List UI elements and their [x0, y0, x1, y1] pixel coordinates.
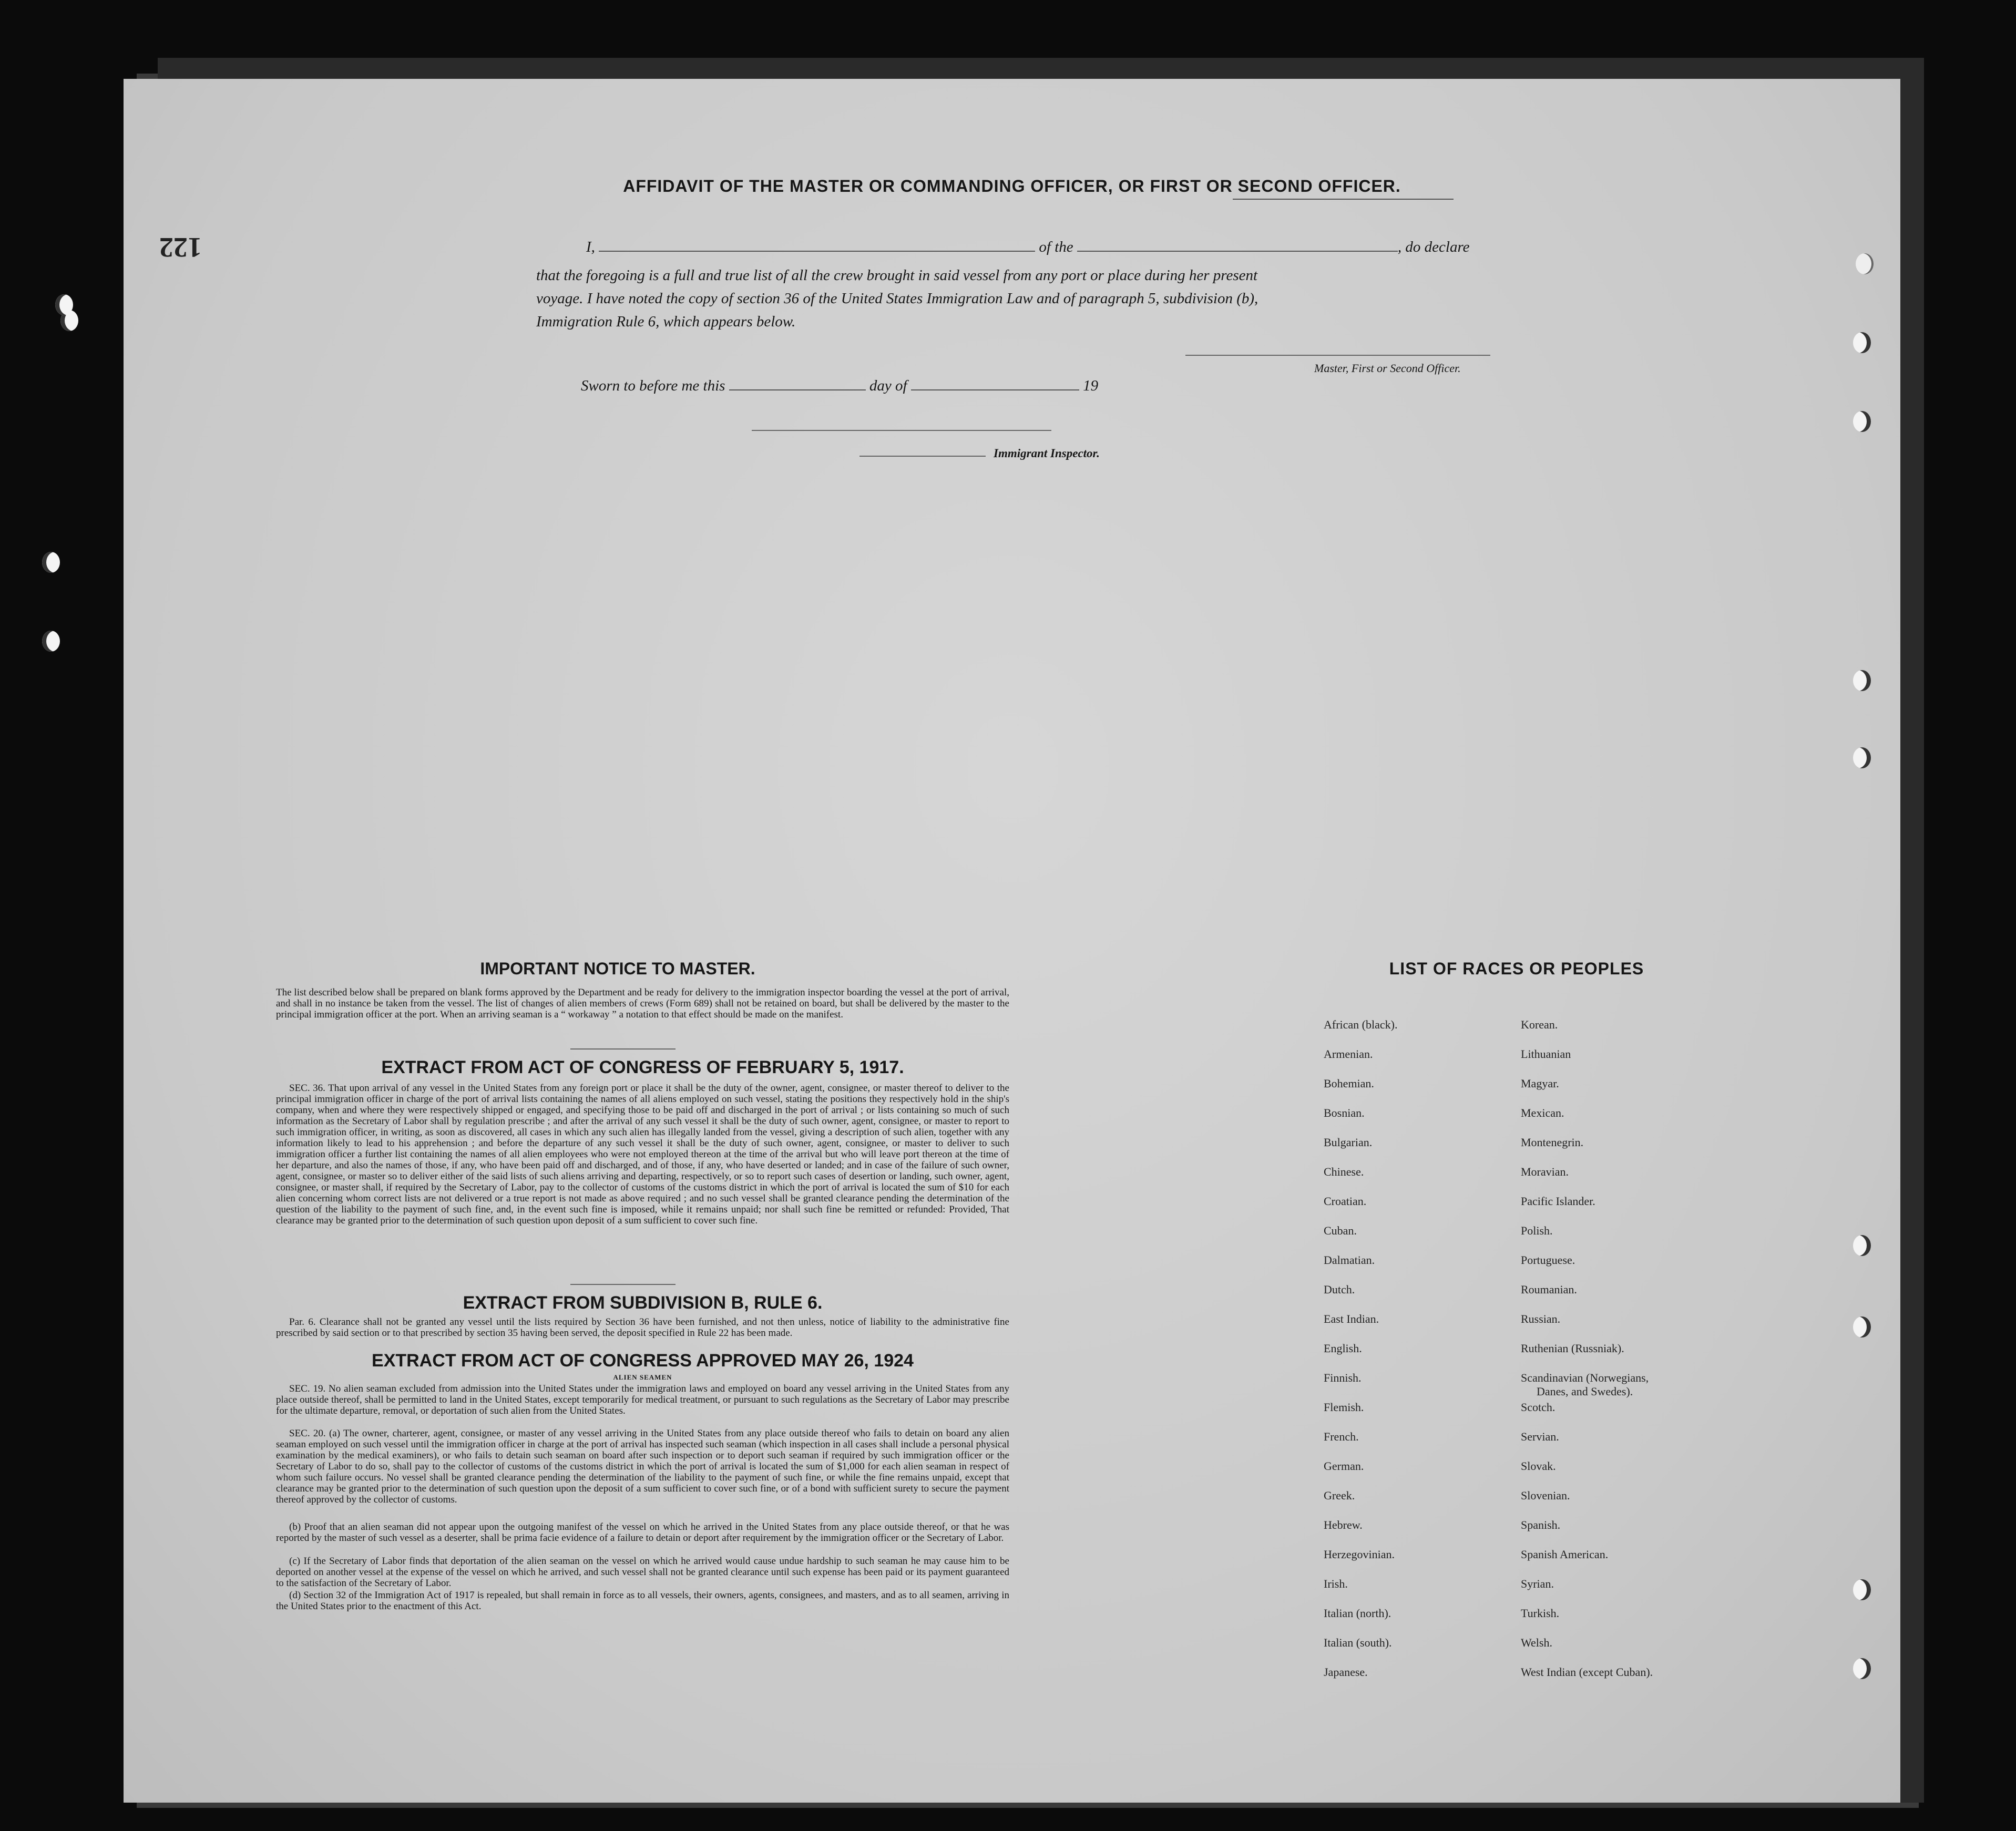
binder-hole-icon [1853, 332, 1871, 353]
inspector-caption: Immigrant Inspector. [994, 447, 1100, 460]
extract-1917-title: EXTRACT FROM ACT OF CONGRESS OF FEBRUARY 5, 1917. [381, 1057, 904, 1077]
binder-hole-icon [1853, 411, 1871, 432]
binder-hole-icon [1853, 670, 1871, 691]
title-underline [1233, 199, 1454, 200]
sworn-line [581, 374, 1317, 397]
race-item: Herzegovinian. [1324, 1548, 1395, 1561]
race-item: English. [1324, 1342, 1362, 1355]
race-item: French. [1324, 1430, 1359, 1443]
extract-1924-title: EXTRACT FROM ACT OF CONGRESS APPROVED MAY 26, 1924 [372, 1351, 914, 1371]
binder-hole-icon [42, 552, 60, 573]
race-item: Dutch. [1324, 1283, 1355, 1296]
divider [570, 1048, 676, 1050]
declaration-i: I, [586, 239, 595, 255]
binder-hole-icon [1853, 1316, 1871, 1338]
signature-caption: Master, First or Second Officer. [1314, 362, 1461, 375]
race-item: German. [1324, 1459, 1364, 1473]
race-item: Slovenian. [1521, 1489, 1570, 1502]
race-item: East Indian. [1324, 1312, 1379, 1325]
declaration-do-declare: , do declare [1397, 239, 1470, 255]
declaration-line-1 [586, 235, 1685, 259]
race-item: Russian. [1521, 1312, 1561, 1325]
race-item: Greek. [1324, 1489, 1355, 1502]
vessel-blank[interactable] [1077, 251, 1398, 252]
notice-body: The list described below shall be prepared on blank forms approved by the Department and be ready for delivery to the immigration inspector boarding the vessel at the port of arrival, and shall in no instance be taken from the vessel. The list of changes of alien members of crews (Form 689) shall not be retained on board, but shall be delivered by the master to the principal immigration officer at the port. When an arriving seaman is a “ workaway ” a notation to that effect should be made on the manifest. [276, 987, 1009, 1020]
race-item: Turkish. [1521, 1607, 1560, 1620]
race-item: Roumanian. [1521, 1283, 1577, 1296]
race-item: Korean. [1521, 1018, 1558, 1031]
race-item: African (black). [1324, 1018, 1398, 1031]
extract-rule6-body: Par. 6. Clearance shall not be granted any vessel until the lists required by Section 36 have been furnished, and not then unless, notice of liability to the administrative fine prescribed by said section or to that prescribed by section 35 having been served, the deposit specified in Rule 22 has been made. [276, 1316, 1009, 1339]
divider [570, 1284, 676, 1285]
race-item: West Indian (except Cuban). [1521, 1665, 1653, 1679]
race-item: Italian (north). [1324, 1607, 1391, 1620]
extract-1924-subtitle: ALIEN SEAMEN [613, 1373, 672, 1381]
race-item: Magyar. [1521, 1077, 1559, 1090]
race-item: Scotch. [1521, 1401, 1556, 1414]
race-item: Welsh. [1521, 1636, 1552, 1649]
extract-rule6-title: EXTRACT FROM SUBDIVISION B, RULE 6. [463, 1293, 823, 1313]
race-item: Italian (south). [1324, 1636, 1392, 1649]
binder-hole-icon [1853, 1658, 1871, 1679]
race-item: Bosnian. [1324, 1106, 1365, 1119]
race-item-continuation: Danes, and Swedes). [1537, 1385, 1633, 1398]
binder-hole-icon [1853, 1579, 1871, 1600]
race-item: Scandinavian (Norwegians, [1521, 1371, 1649, 1384]
declaration-line-4: Immigration Rule 6, which appears below. [536, 313, 796, 330]
extract-1924-sec20a: SEC. 20. (a) The owner, charterer, agent, consignee, or master of any vessel arriving in the United States from any place outside thereof who fails to detain on board any alien seaman employed on such vessel until the immigration officer in charge at the port of arrival has inspected such seaman (which inspection in all cases shall include a personal physical examination by the medical examiners), or who fails to detain such seaman on board after such inspection or to deport such seaman if required by such immigration officer or the Secretary of Labor to do so, shall pay to the collector of customs of the customs district in which the port of arrival is located the sum of $1,000 for each alien seaman in respect of whom such failure occurs. No vessel shall be granted clearance pending the determination of the liability to the payment of such fine, or while the fine remains unpaid, except that clearance may be granted prior to the determination of such question upon the deposit of a sum sufficient to cover such fine, or of a bond with sufficient surety to secure the payment thereof approved by the collector of customs. [276, 1428, 1009, 1505]
sworn-year: 19 [1083, 377, 1099, 394]
races-title: LIST OF RACES OR PEOPLES [1389, 959, 1644, 978]
extract-1924-sec20c: (c) If the Secretary of Labor finds that deportation of the alien seaman on the vessel on which he arrived would cause undue hardship to such seaman he may cause him to be deported on another vessel at the expense of the vessel on which he arrived, and such vessel shall not be granted clearance until such expense has been paid or its payment guaranteed to the satisfaction of the Secretary of Labor. [276, 1556, 1009, 1589]
declaration-of-the: of the [1039, 239, 1073, 255]
race-item: Portuguese. [1521, 1253, 1575, 1267]
race-item: Bohemian. [1324, 1077, 1374, 1090]
race-item: Montenegrin. [1521, 1136, 1584, 1149]
inspector-signature-line[interactable] [859, 456, 986, 457]
race-item: Hebrew. [1324, 1518, 1363, 1531]
affidavit-title: AFFIDAVIT OF THE MASTER OR COMMANDING OFFICER, OR FIRST OR SECOND OFFICER. [623, 177, 1401, 196]
race-item: Finnish. [1324, 1371, 1362, 1384]
binder-hole-icon [1853, 747, 1871, 768]
extract-1924-sec20d: (d) Section 32 of the Immigration Act of 1917 is repealed, but shall remain in force as to all vessels, their owners, agents, consignees, and masters, and as to all seamen, arriving in the United States prior to the enactment of this Act. [276, 1590, 1009, 1612]
extract-1917-body: SEC. 36. That upon arrival of any vessel in the United States from any foreign port or place it shall be the duty of the owner, agent, consignee, or master thereof to deliver to the principal immigration officer in charge of the port of arrival lists containing the names of all aliens employed on such vessel, stating the positions they respectively hold in the ship's company, when and where they were respectively shipped or engaged, and specifying those to be paid off and discharged in the port of arrival ; or lists containing so much of such information as the Secretary of Labor shall by regulation prescribe ; and after the arrival of any such vessel it shall be the duty of such owner, agent, consignee, or master to report to such immigration officer, in writing, as soon as discovered, all cases in which any such alien has illegally landed from the vessel, giving a description of such alien, together with any information likely to lead to his apprehension ; and before the departure of any such vessel it shall be the duty of such owner, agent, consignee, or master to deliver to such immigration officer a further list containing the names of all alien employees who were not employed thereon at the time of the arrival but who will leave port thereon at the time of her departure, and also the names of those, if any, who have been paid off and discharged, and of those, if any, who have deserted or landed; and in case of the failure of such owner, agent, consignee, or master so to deliver either of the said lists of such aliens arriving and departing, respectively, or so to report such cases of desertion or landing, such owner, agent, consignee, or master shall, if required by the Secretary of Labor, pay to the collector of customs of the customs district in which the port of arrival is located the sum of $10 for each alien concerning whom correct lists are not delivered or a true report is not made as above required ; and no such vessel shall be granted clearance pending the determination of the question of the liability to the payment of such fine, and, in the event such fine is imposed, while it remains unpaid; nor shall such fine be remitted or refunded: Provided, That clearance may be granted prior to the determination of such question upon deposit of a sum sufficient to cover such fine. [276, 1083, 1009, 1226]
signature-line[interactable] [1185, 355, 1490, 356]
binder-hole-icon [55, 294, 73, 315]
extract-1924-sec20b: (b) Proof that an alien seaman did not appear upon the outgoing manifest of the vessel on which he arrived in the United States from any place outside thereof, or that he was reported by the master of such vessel as a deserter, shall be prima facie evidence of a failure to detain or deport after requirement by the immigration officer or the Secretary of Labor. [276, 1521, 1009, 1544]
sworn-day-of: day of [869, 377, 907, 394]
race-item: Bulgarian. [1324, 1136, 1373, 1149]
race-item: Armenian. [1324, 1047, 1373, 1061]
sworn-day-blank[interactable] [729, 389, 866, 390]
race-item: Moravian. [1521, 1165, 1569, 1178]
race-item: Dalmatian. [1324, 1253, 1375, 1267]
race-item: Mexican. [1521, 1106, 1564, 1119]
race-item: Japanese. [1324, 1665, 1368, 1679]
race-item: Slovak. [1521, 1459, 1556, 1473]
sworn-text: Sworn to before me this [581, 377, 725, 394]
binder-hole-icon [1856, 253, 1874, 274]
race-item: Servian. [1521, 1430, 1559, 1443]
document-page [124, 79, 1900, 1803]
extract-1924-sec19: SEC. 19. No alien seaman excluded from admission into the United States under the immigration laws and employed on board any vessel arriving in the United States from any place outside thereof, shall be permitted to land in the United States, except temporarily for medical treatment, or pursuant to such regulations as the Secretary of Labor may prescribe for the ultimate departure, removal, or deportation of such alien from the United States. [276, 1383, 1009, 1416]
race-item: Ruthenian (Russniak). [1521, 1342, 1624, 1355]
race-item: Spanish American. [1521, 1548, 1609, 1561]
race-item: Spanish. [1521, 1518, 1561, 1531]
race-item: Pacific Islander. [1521, 1195, 1595, 1208]
race-item: Croatian. [1324, 1195, 1367, 1208]
race-item: Syrian. [1521, 1577, 1554, 1590]
declaration-line-3: voyage. I have noted the copy of section 36 of the United States Immigration Law and of paragraph 5, subdivision (b), [536, 290, 1258, 307]
binder-hole-icon [42, 631, 60, 652]
inspector-rule [752, 430, 1051, 431]
race-item: Polish. [1521, 1224, 1553, 1237]
race-item: Cuban. [1324, 1224, 1357, 1237]
race-item: Chinese. [1324, 1165, 1364, 1178]
name-blank[interactable] [599, 251, 1035, 252]
stamp-number: 122 [159, 232, 202, 263]
notice-title: IMPORTANT NOTICE TO MASTER. [480, 959, 755, 978]
sworn-month-blank[interactable] [911, 389, 1079, 390]
race-item: Flemish. [1324, 1401, 1364, 1414]
race-item: Irish. [1324, 1577, 1348, 1590]
binder-hole-icon [1853, 1235, 1871, 1256]
race-item: Lithuanian [1521, 1047, 1571, 1061]
declaration-line-2: that the foregoing is a full and true list of all the crew brought in said vessel from any port or place during her present [536, 267, 1258, 284]
